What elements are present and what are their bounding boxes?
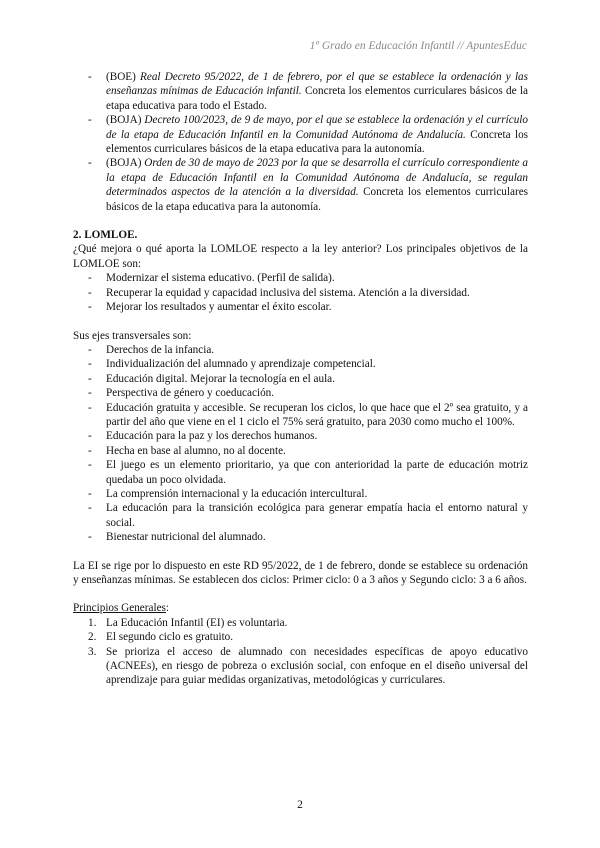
objectives-list (73, 271, 528, 314)
list-item: - (BOJA) Orden de 30 de mayo de 2023 por la que se desarrolla el currículo correspondiente a la etapa de Educación Infantil en la Comunidad Autónoma de Andalucía, se regulan determinados aspectos de la atención a la diversidad. Concreta los elementos curriculares básicos de la etapa educativa para la autonomía. (73, 156, 528, 214)
list-item: - Derechos de la infancia. (73, 343, 528, 357)
list-item: - Modernizar el sistema educativo. (Perfil de salida). (73, 271, 528, 285)
list-item: 1. La Educación Infantil (EI) es voluntaria. (88, 616, 288, 629)
list-item: - Hecha en base al alumno, no al docente. (73, 444, 528, 458)
section-intro: ¿Qué mejora o qué aporta la LOMLOE respecto a la ley anterior? Los principales objetivos de la LOMLOE son: (73, 243, 528, 270)
axes-list (73, 343, 528, 545)
list-item: - Bienestar nutricional del alumnado. (73, 530, 528, 544)
list-item: - La educación para la transición ecológica para generar empatía hacia el entorno natural y social. (73, 501, 528, 530)
list-item: - Individualización del alumnado y aprendizaje competencial. (73, 357, 528, 371)
section-title: 2. LOMLOE. (73, 229, 138, 242)
page-number: 2 (297, 799, 303, 811)
list-item: - (BOE) Real Decreto 95/2022, de 1 de febrero, por el que se establece la ordenación y las enseñanzas mínimas de Educación infantil. Concreta los elementos curriculares básicos de la etapa educativa para todo el Estado. (73, 70, 528, 113)
principles-title: Principios Generales (73, 602, 166, 615)
list-item: - Educación digital. Mejorar la tecnología en el aula. (73, 372, 528, 386)
list-item: - Recuperar la equidad y capacidad inclusiva del sistema. Atención a la diversidad. (73, 286, 528, 300)
list-item: - Mejorar los resultados y aumentar el éxito escolar. (73, 300, 528, 314)
legislation-list (73, 70, 528, 214)
list-item: - Educación gratuita y accesible. Se recuperan los ciclos, lo que hace que el 2º sea gratuito, y a partir del año que viene en el 1 ciclo el 75% será gratuito, para 2030 como mucho el 100%. (73, 401, 528, 430)
list-item: 3. Se prioriza el acceso de alumnado con necesidades específicas de apoyo educativo (ACNEEs), en riesgo de pobreza o exclusión social, con enfoque en el diseño universal del aprendizaje para guiar medidas organizativas, metodológicas y curriculares. (88, 645, 528, 687)
page-header: 1º Grado en Educación Infantil // ApuntesEduc (309, 40, 527, 52)
list-item: - (BOJA) Decreto 100/2023, de 9 de mayo, por el que se establece la ordenación y el currículo de la etapa de Educación Infantil en la Comunidad Autónoma de Andalucía. Concreta los elementos curriculares básicos de la etapa educativa para la autonomía. (73, 113, 528, 156)
principles-heading: Principios Generales: (73, 602, 170, 615)
document-body (73, 70, 528, 688)
principles-list (73, 616, 528, 688)
list-item: 2. El segundo ciclo es gratuito. (88, 631, 234, 644)
list-item: - Perspectiva de género y coeducación. (73, 386, 528, 400)
axes-intro: Sus ejes transversales son: (73, 329, 192, 342)
rd-paragraph: La EI se rige por lo dispuesto en este RD 95/2022, de 1 de febrero, donde se establece su ordenación y enseñanzas mínimas. Se establecen dos ciclos: Primer ciclo: 0 a 3 años y Segundo ciclo: 3 a 6 años. (73, 559, 528, 586)
list-item: - El juego es un elemento prioritario, ya que con anterioridad la parte de educación motriz quedaba un poco olvidada. (73, 458, 528, 487)
list-item: - La comprensión internacional y la educación intercultural. (73, 487, 528, 501)
list-item: - Educación para la paz y los derechos humanos. (73, 429, 528, 443)
